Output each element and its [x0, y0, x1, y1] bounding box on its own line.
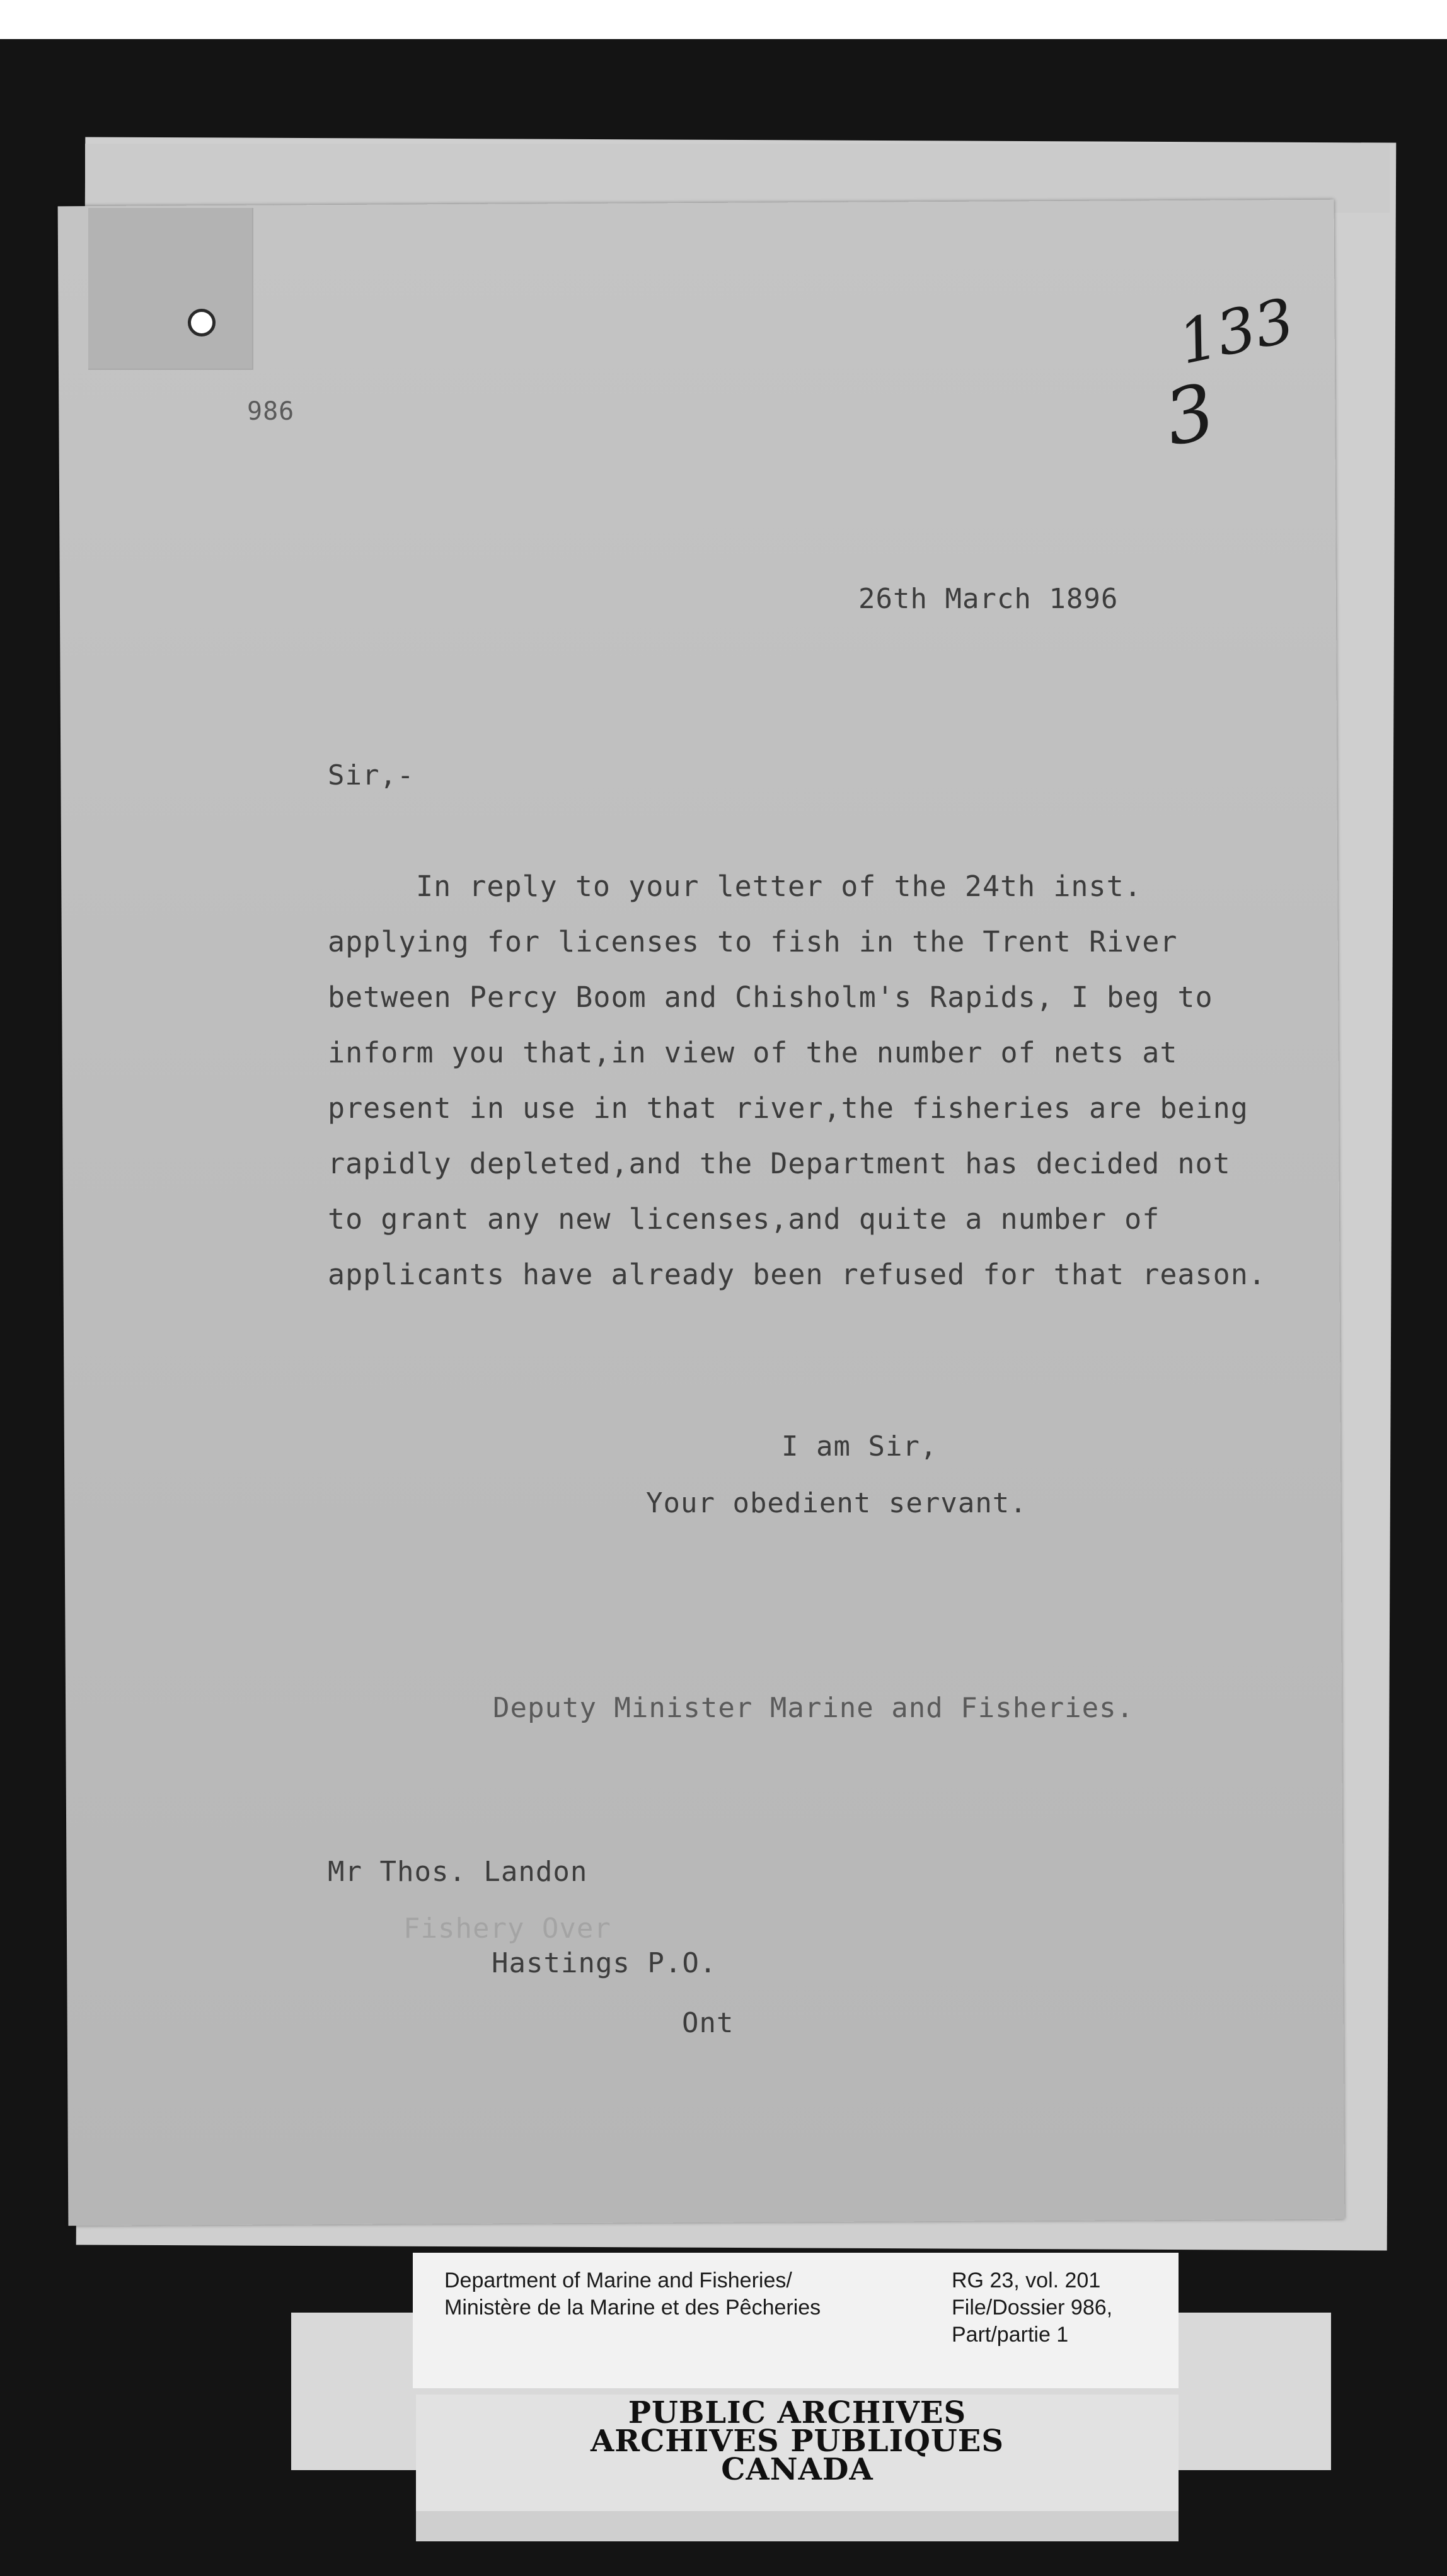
department-english: Department of Marine and Fisheries/: [444, 2268, 792, 2292]
signature-title: Deputy Minister Marine and Fisheries.: [493, 1692, 1134, 1724]
addressee-name: Mr Thos. Landon: [328, 1856, 588, 1888]
closing-line: I am Sir,: [781, 1430, 938, 1463]
addressee-place: Hastings P.O.: [492, 1947, 717, 1979]
body-line: between Percy Boom and Chisholm's Rapids, I beg to: [328, 980, 1213, 1014]
body-line: applying for licenses to fish in the Trent River: [328, 925, 1178, 958]
department-french: Ministère de la Marine et des Pêcheries: [444, 2296, 821, 2320]
corner-flap: [88, 208, 253, 370]
archive-stamp-line2: ARCHIVES PUBLIQUES: [591, 2424, 1004, 2459]
handwritten-mark-bottom: 3: [1157, 367, 1223, 464]
body-line: applicants have already been refused for that reason.: [328, 1258, 1266, 1291]
salutation: Sir,-: [328, 759, 415, 791]
handwritten-mark-top: 133: [1172, 285, 1300, 378]
letter-date: 26th March 1896: [858, 583, 1119, 615]
body-line: present in use in that river,the fisheries are being: [328, 1091, 1248, 1125]
archive-bottom-strip: [416, 2511, 1179, 2541]
reference-volume: RG 23, vol. 201: [952, 2268, 1101, 2292]
file-number: 986: [247, 397, 295, 426]
archive-stamp-line3: CANADA: [721, 2452, 873, 2487]
body-line: rapidly depleted,and the Department has decided not: [328, 1147, 1231, 1180]
body-line: inform you that,in view of the number of nets at: [328, 1036, 1178, 1069]
body-line: to grant any new licenses,and quite a number of: [328, 1202, 1160, 1236]
closing-servant: Your obedient servant.: [646, 1487, 1027, 1519]
reference-part: Part/partie 1: [952, 2323, 1069, 2347]
punch-hole: [188, 309, 216, 336]
reference-file: File/Dossier 986,: [952, 2296, 1113, 2320]
addressee-title: Fishery Over: [403, 1912, 611, 1945]
archive-stamp-line1: PUBLIC ARCHIVES: [628, 2395, 967, 2430]
body-line: In reply to your letter of the 24th inst.: [416, 870, 1142, 903]
addressee-province: Ont: [682, 2007, 734, 2039]
